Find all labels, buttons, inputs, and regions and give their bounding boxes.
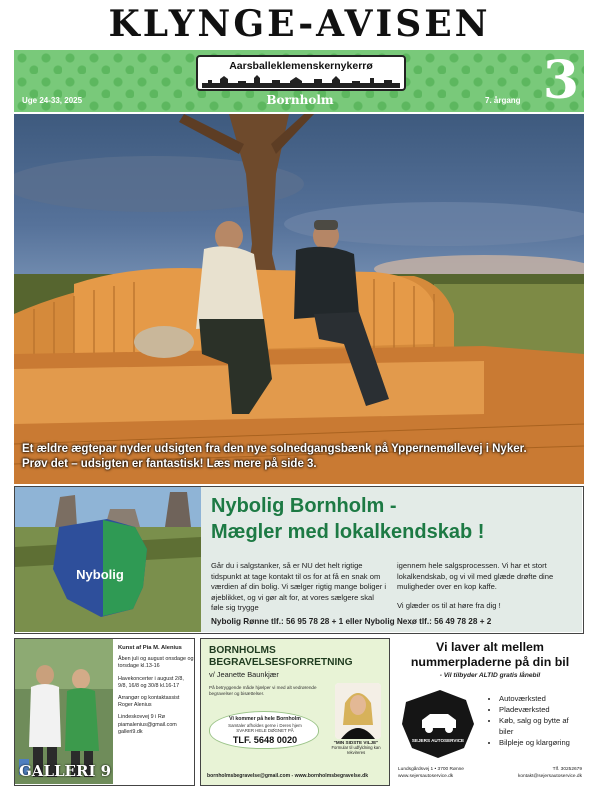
galleri-address: Lindeskovvej 9 i Rø (118, 714, 166, 721)
begravelse-title-line2: BEGRAVELSESFORRETNING (209, 657, 353, 668)
sunset-bench-illustration (14, 114, 584, 484)
begravelse-callout (209, 711, 319, 749)
begravelse-owner: v/ Jeanette Baunkjær (209, 670, 279, 679)
sejers-headline-line1: Vi laver alt mellem (436, 640, 544, 654)
region-label: Bornholm (266, 93, 334, 107)
nybolig-body-col2 (397, 561, 577, 611)
nybolig-headline (211, 493, 576, 545)
sejers-headline-line2: nummerpladerne på din bil (410, 655, 570, 669)
nybolig-photo (15, 487, 201, 632)
hero-caption (22, 442, 578, 472)
sejers-contact-left (398, 766, 494, 780)
sejers-web[interactable]: www.sejersautoservice.dk (398, 774, 454, 779)
galleri-photo (15, 639, 113, 784)
sejers-contact-right (496, 766, 582, 780)
sejers-service-item: • Bilpleje og klargøring (499, 737, 584, 748)
begravelse-ad[interactable] (200, 638, 390, 786)
galleri-concerts: Havekoncerter i august 2/8, 9/8, 16/8 og 30/8 kl.16-17 (118, 675, 184, 689)
galleri-title: Kunst af Pia M. Alenius (118, 645, 182, 651)
sejers-phone[interactable]: Tlf. 30252679 (552, 767, 582, 772)
begravelse-footer[interactable]: bornholmsbegravelse@gmail.com - www.bornholmsbegravelse.dk (207, 773, 369, 779)
hero-caption-line1: Et ældre ægtepar nyder udsigten fra den nye solnedgangsbænk på Yppernemøllevej i Nyker. (22, 443, 527, 455)
issue-week: Uge 24-33, 2025 (22, 96, 83, 105)
begravelse-callout-title: Vi kommer på hele Bornholm (229, 716, 301, 722)
nybolig-headline-line1: Nybolig Bornholm - (211, 495, 397, 517)
galleri-info (118, 645, 194, 736)
nybolig-body-col2-p1: igennem hele salgsprocessen. Vi har et stort lokalkendskab, og vi vil med glæde drøfte dine muligheder over en kop kaffe. (397, 561, 554, 592)
sejers-headline (396, 640, 584, 670)
sejers-ad[interactable] (396, 638, 584, 786)
sejers-service-item: • Køb, salg og bytte af biler (499, 715, 584, 737)
galleri-arranger: Arrangør og kontaktassist Roger Alenius (118, 695, 180, 709)
sejers-service-item: • Pladeværksted (499, 704, 584, 715)
begravelse-callout-sub (218, 723, 312, 734)
sejers-services-list (490, 693, 584, 748)
begravelse-quote (325, 740, 387, 756)
hero-caption-line2: Prøv det – udsigten er fantastisk! Læs mere på side 3. (22, 458, 317, 470)
sejers-address: Lundsgårdsvej 1 • 3700 Rønne (398, 767, 464, 772)
begravelse-title (209, 645, 385, 669)
sejers-logo-icon (398, 684, 478, 762)
nybolig-logo-text: Nybolig (76, 567, 124, 582)
town-name-banner (196, 55, 406, 91)
begravelse-portrait (335, 683, 381, 739)
galleri-name: GALLERI 9 (19, 762, 112, 780)
nybolig-ad[interactable] (14, 486, 584, 634)
begravelse-note: På betryggende måde hjælper vi med alt vedrørende begravelser og bisættelser. (209, 685, 317, 696)
galleri-email[interactable]: piamalenius@gmail.com (118, 721, 177, 728)
town-name: Aarsballeklemenskernykerrø (229, 60, 373, 72)
issue-year: 7. årgang (485, 96, 521, 105)
galleri-web[interactable]: galleri9.dk (118, 728, 143, 735)
begravelse-callout-247: SVARER HELE DØGNET PÅ (236, 728, 294, 734)
begravelse-title-line1: BORNHOLMS (209, 645, 276, 656)
galleri-hours: Åben juli og august onsdage og torsdage kl.13-16 (118, 656, 194, 670)
begravelse-phone[interactable]: TLF. 5648 0020 (232, 735, 298, 745)
galleri-ad[interactable] (14, 638, 195, 786)
issue-number: 3 (542, 50, 580, 111)
nybolig-phone-numbers: Nybolig Rønne tlf.: 56 95 78 28 + 1 eller Nybolig Nexø tlf.: 56 49 78 28 + 2 (211, 617, 492, 626)
nybolig-body-col1: Går du i salgstanker, så er NU det helt rigtige tidspunkt at tage kontakt til os for at få en snak om værdien af din bolig. Vi sælger rigtig mange boliger i øjeblikket, og vi gør alt for, at vores sælgere skal føle sig trygge (211, 561, 387, 613)
hero-photo (14, 114, 584, 484)
sejers-service-item: • Autoværksted (499, 693, 584, 704)
nybolig-headline-line2: Mægler med lokalkendskab ! (211, 521, 485, 543)
town-skyline-icon (202, 74, 400, 88)
sejers-subline: - Vil tilbyder ALTID gratis lånebil (439, 672, 541, 679)
begravelse-quote-title: "MIN SIDSTE VILJE" (333, 740, 379, 745)
begravelse-callout-sub-line: Samtaler afholdes gerne i Deres hjem (228, 723, 302, 728)
nybolig-body-col2-p2: Vi glæder os til at høre fra dig ! (397, 600, 501, 610)
nybolig-text-panel (201, 487, 582, 632)
begravelse-quote-body: Formular til udfyldning kan rekvireres (331, 745, 381, 756)
sejers-logo-text: SEJERS AUTOSERVICE (411, 738, 465, 743)
newspaper-title: KLYNGE-AVISEN (108, 3, 491, 45)
sejers-email[interactable]: kontakt@sejersautoservice.dk (517, 774, 582, 779)
